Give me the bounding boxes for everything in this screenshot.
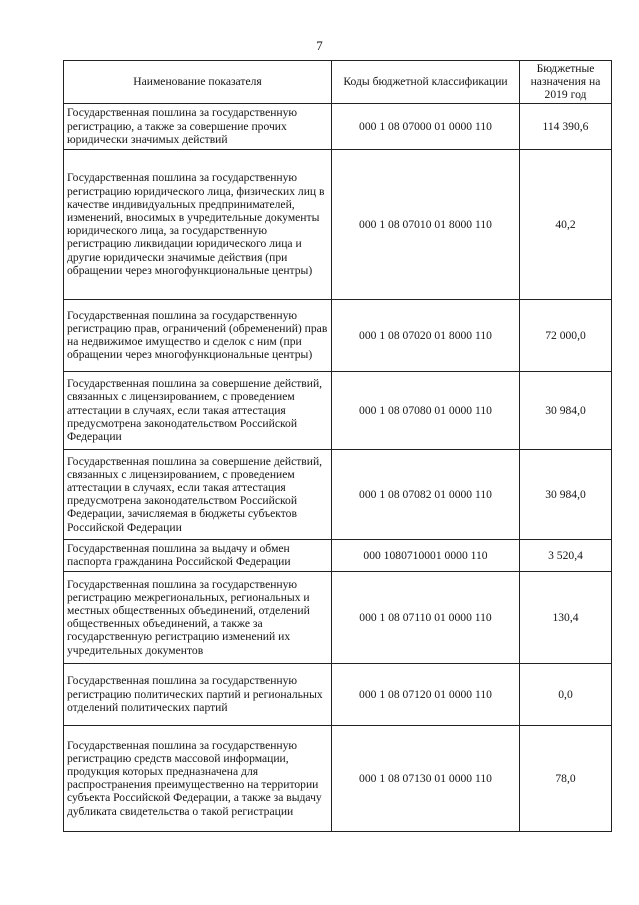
row-code: 000 1 08 07010 01 8000 110 (332, 149, 520, 299)
row-name: Государственная пошлина за государственную регистрацию межрегиональных, региональных и местных общественных объединений, отделений общественных объединений, а также за государственную регистрацию изменений их учредительных документов (64, 571, 332, 663)
row-name: Государственная пошлина за государственную регистрацию, а также за совершение прочих юридически значимых действий (64, 103, 332, 149)
row-name: Государственная пошлина за совершение действий, связанных с лицензированием, с проведением аттестации в случаях, если такая аттестация предусмотрена законодательством Российской Федерации (64, 371, 332, 449)
row-code: 000 1 08 07020 01 8000 110 (332, 299, 520, 371)
row-name: Государственная пошлина за государственную регистрацию юридического лица, физических лиц в качестве индивидуальных предпринимателей, изменений, вносимых в учредительные документы юридического лица, за государственную регистрацию ликвидации юридического лица и другие юридически значимые действия (при обращении через многофункциональные центры) (64, 149, 332, 299)
row-value: 30 984,0 (520, 449, 612, 539)
row-name: Государственная пошлина за государственную регистрацию прав, ограничений (обременений) прав на недвижимое имущество и сделок с ним (при обращении через многофункциональные центры) (64, 299, 332, 371)
row-value: 114 390,6 (520, 103, 612, 149)
row-value: 3 520,4 (520, 539, 612, 571)
row-value: 130,4 (520, 571, 612, 663)
row-name: Государственная пошлина за государственную регистрацию средств массовой информации, продукция которых предназначена для распространения преимущественно на территории субъекта Российской Федерации, а также за выдачу дубликата свидетельства о такой регистрации (64, 725, 332, 831)
page-number: 7 (316, 38, 323, 53)
row-name: Государственная пошлина за совершение действий, связанных с лицензированием, с проведением аттестации в случаях, если такая аттестация предусмотрена законодательством Российской Федерации, зачисляемая в бюджеты субъектов Российской Федерации (64, 449, 332, 539)
table-header-row (64, 61, 612, 104)
header-value: Бюджетные назначения на 2019 год (520, 61, 612, 104)
row-code: 000 1 08 07000 01 0000 110 (332, 103, 520, 149)
row-code: 000 1 08 07110 01 0000 110 (332, 571, 520, 663)
row-code: 000 1 08 07080 01 0000 110 (332, 371, 520, 449)
table-row (64, 103, 612, 149)
row-code: 000 1 08 07082 01 0000 110 (332, 449, 520, 539)
table-row (64, 571, 612, 663)
table-row (64, 149, 612, 299)
row-code: 000 1 08 07130 01 0000 110 (332, 725, 520, 831)
budget-table (63, 60, 612, 832)
row-value: 30 984,0 (520, 371, 612, 449)
table-row (64, 725, 612, 831)
row-code: 000 1 08 07120 01 0000 110 (332, 663, 520, 725)
header-code: Коды бюджетной классификации (332, 61, 520, 104)
row-name: Государственная пошлина за выдачу и обмен паспорта гражданина Российской Федерации (64, 539, 332, 571)
row-value: 78,0 (520, 725, 612, 831)
row-code: 000 1080710001 0000 110 (332, 539, 520, 571)
row-name: Государственная пошлина за государственную регистрацию политических партий и региональных отделений политических партий (64, 663, 332, 725)
table-row (64, 539, 612, 571)
row-value: 0,0 (520, 663, 612, 725)
table-row (64, 663, 612, 725)
table-row (64, 371, 612, 449)
row-value: 72 000,0 (520, 299, 612, 371)
table-row (64, 449, 612, 539)
table-row (64, 299, 612, 371)
row-value: 40,2 (520, 149, 612, 299)
header-name: Наименование показателя (64, 61, 332, 104)
